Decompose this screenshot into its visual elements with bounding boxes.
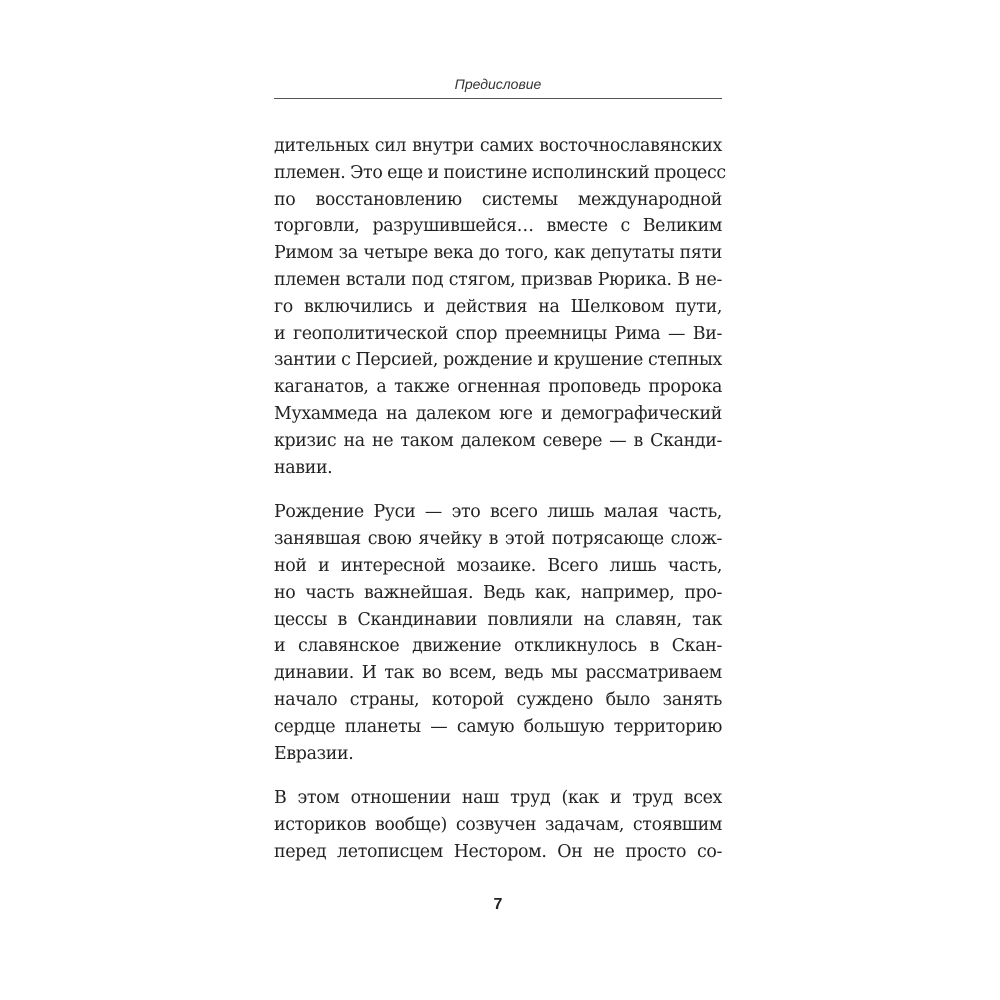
text-line: перед летописцем Нестором. Он не просто со-	[274, 841, 722, 862]
text-line: но часть важнейшая. Ведь как, например, про-	[274, 582, 722, 603]
text-line: зантии с Персией, рождение и крушение степных	[274, 350, 722, 371]
header-rule	[274, 98, 722, 99]
text-line: го включились и действия на Шелковом пути,	[274, 296, 722, 317]
text-line: торговли, разрушившейся… вместе с Великим	[274, 216, 722, 237]
text-line: и славянское движение откликнулось в Скан-	[274, 636, 722, 657]
text-line: племен. Это еще и поистине исполинский процесс	[274, 162, 726, 183]
text-line: дительных сил внутри самих восточнославянских	[274, 136, 722, 156]
paragraph-1	[274, 133, 726, 481]
text-line: племен встали под стягом, призвав Рюрика. В не-	[274, 269, 722, 290]
book-page	[274, 0, 726, 1000]
text-line: ной и интересной мозаике. Всего лишь часть,	[274, 555, 722, 576]
paragraph-3	[274, 785, 722, 865]
text-line: динавии. И так во всем, ведь мы рассматриваем	[274, 663, 722, 684]
text-line: начало страны, которой суждено было занять	[274, 689, 722, 710]
text-line: Рождение Руси — это всего лишь малая часть,	[274, 502, 722, 523]
text-line: Евразии.	[274, 743, 354, 764]
text-line: кризис на не таком далеком севере — в Сканди-	[274, 430, 722, 451]
text-line: цессы в Скандинавии повлияли на славян, так	[274, 609, 722, 630]
text-line: и геополитической спор преемницы Рима — Ви-	[274, 323, 722, 344]
text-line: каганатов, а также огненная проповедь пророка	[274, 377, 722, 398]
text-line: Римом за четыре века до того, как депутаты пяти	[274, 243, 722, 264]
text-line: историков вообще) созвучен задачам, стоявшим	[274, 815, 722, 836]
page-number: 7	[493, 896, 503, 913]
text-line: по восстановлению системы международной	[274, 189, 722, 210]
text-line: В этом отношении наш труд (как и труд всех	[274, 788, 722, 809]
running-head: Предисловие	[454, 76, 542, 92]
text-line: навии.	[274, 457, 333, 478]
paragraph-2	[274, 499, 722, 767]
body-text	[274, 133, 726, 884]
text-line: Мухаммеда на далеком юге и демографический	[274, 403, 722, 424]
text-line: сердце планеты — самую большую территорию	[274, 716, 722, 737]
text-line: занявшая свою ячейку в этой потрясающе слож-	[274, 529, 722, 550]
